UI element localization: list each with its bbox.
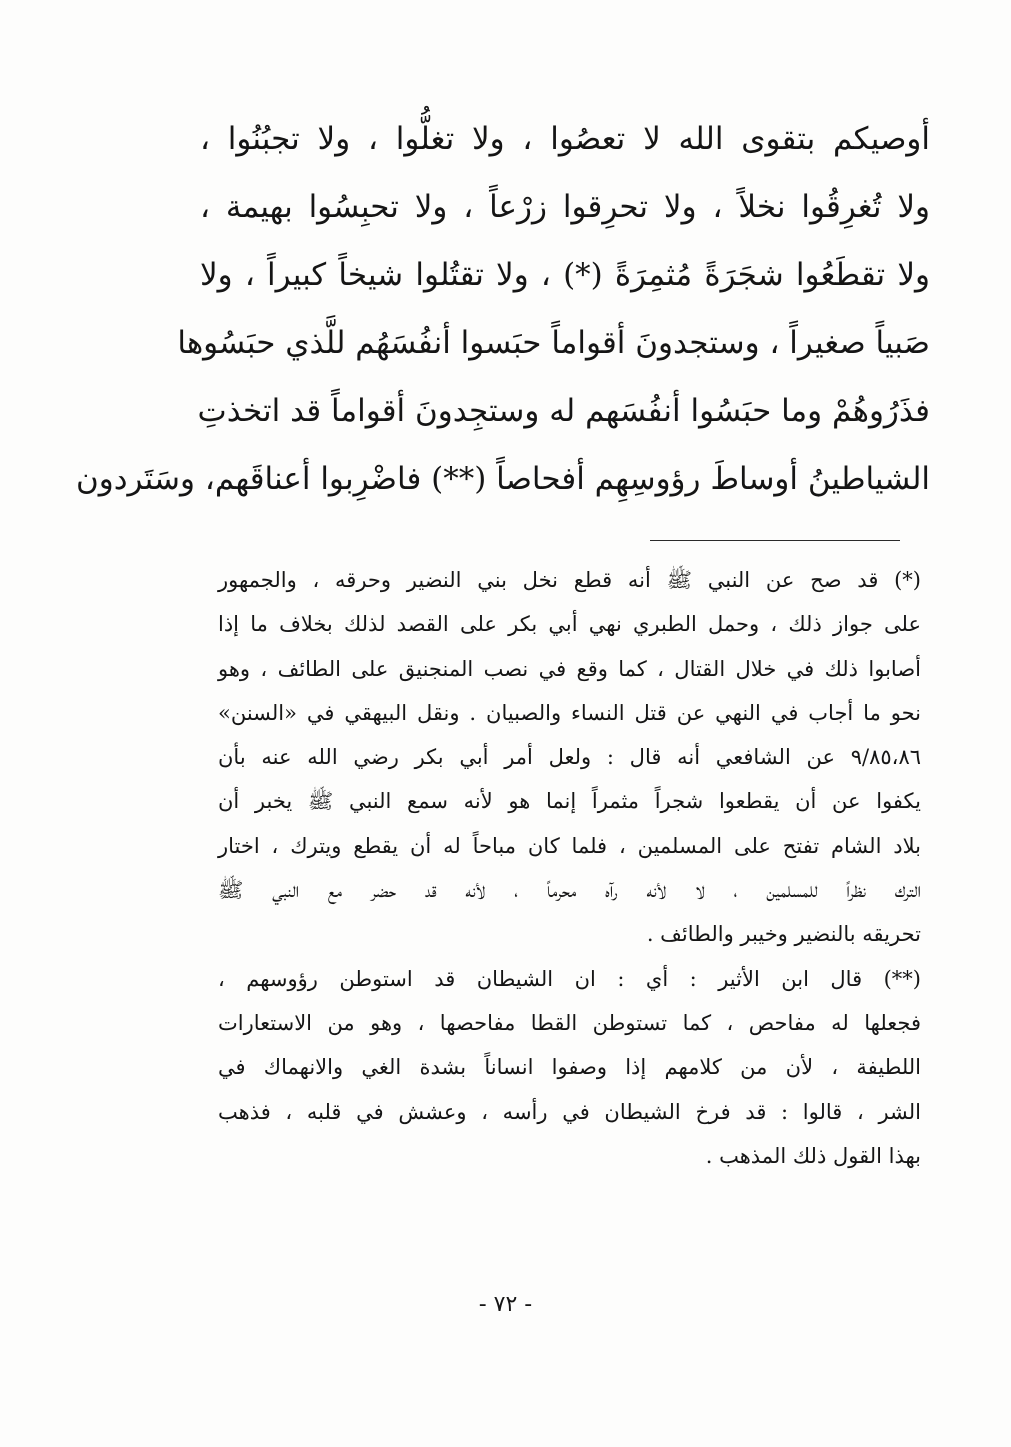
main-text-line: أوصيكم بتقوى الله لا تعصُوا ، ولا تغلُّوا ، ولا تجبُنُوا ، xyxy=(200,121,930,157)
footnotes-block xyxy=(218,558,921,1178)
footnote-line: الشر ، قالوا : قد فرخ الشيطان في رأسه ، وعشش في قلبه ، فذهب xyxy=(218,1099,921,1124)
main-text-line: صَبياً صغيراً ، وستجدونَ أقواماً حبَسوا أنفُسَهُم للَّذي حبَسُوها xyxy=(177,325,930,361)
footnote-line: بلاد الشام تفتح على المسلمين ، فلما كان مباحاً له أن يقطع ويترك ، اختار xyxy=(218,833,921,858)
main-text-line: ولا تُغرِقُوا نخلاً ، ولا تحرِقوا زرْعاً ، ولا تحبِسُوا بهيمة ، xyxy=(200,189,930,225)
page-number: - ٧٢ - xyxy=(478,1292,533,1317)
footnote-line: يكفوا عن أن يقطعوا شجراً مثمراً إنما هو لأنه سمع النبي ﷺ يخبر أن xyxy=(218,789,921,814)
footnote-line: (*) قد صح عن النبي ﷺ أنه قطع نخل بني النضير وحرقه ، والجمهور xyxy=(218,568,921,592)
main-text-block xyxy=(76,105,930,513)
footnote-separator xyxy=(650,540,900,541)
main-text-line: ولا تقطَعُوا شجَرَةً مُثمِرَةً (*) ، ولا تقتُلوا شيخاً كبيراً ، ولا xyxy=(200,257,930,293)
footnote-line: نحو ما أجاب في النهي عن قتل النساء والصبيان . ونقل البيهقي في «السنن» xyxy=(218,700,921,725)
footnote-line: تحريقه بالنضير وخيبر والطائف . xyxy=(646,922,921,947)
footnote-line: فجعلها له مفاحص ، كما تستوطن القطا مفاحصها ، وهو من الاستعارات xyxy=(218,1010,921,1035)
footnote-line: على جواز ذلك ، وحمل الطبري نهي أبي بكر على القصد لذلك بخلاف ما إذا xyxy=(218,612,921,637)
footnote-line: بهذا القول ذلك المذهب . xyxy=(705,1143,921,1168)
footnote-line: ٩/٨٥،٨٦ عن الشافعي أنه قال : ولعل أمر أبي بكر رضي الله عنه بأن xyxy=(218,745,921,770)
footnote-line: اللطيفة ، لأن من كلامهم إذا وصفوا انساناً بشدة الغي والانهماك في xyxy=(218,1055,921,1080)
footnote-line: أصابوا ذلك في خلال القتال ، كما وقع في نصب المنجنيق على الطائف ، وهو xyxy=(218,656,921,681)
main-text-line: فذَرُوهُمْ وما حبَسُوا أنفُسَهم له وستجِدونَ أقواماً قد اتخذتِ xyxy=(197,393,930,429)
footnote-line: الترك نظراً للمسلمين ، لا لأنه رآه محرماً ، لأنه قد حضر مع النبي ﷺ xyxy=(218,878,921,903)
main-text-line: الشياطينُ أوساطَ رؤوسِهِم أفحاصاً (**) فاضْرِبوا أعناقَهم، وسَتَردون xyxy=(76,461,930,497)
footnote-line: (**) قال ابن الأثير : أي : ان الشيطان قد استوطن رؤوسهم ، xyxy=(218,966,921,991)
